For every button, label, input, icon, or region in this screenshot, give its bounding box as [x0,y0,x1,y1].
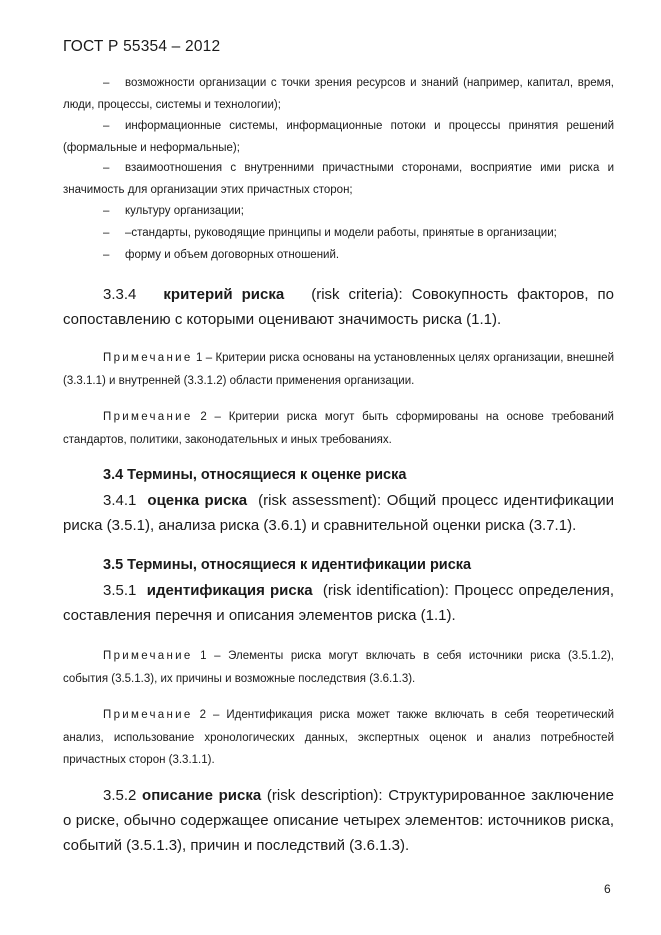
list-item [63,73,614,116]
definition-term: критерий риска [163,286,285,303]
note-label: Примечание [103,709,193,721]
note-3-5-1-2 [63,704,614,772]
note-3-5-1-1 [63,645,614,690]
note-number: 1 [195,352,203,364]
list-dash: – [103,77,110,89]
definition-term: описание риска [142,787,262,804]
definition-text: Структурированное заключение о риске, обычно содержащее описание четырех элементов: источников риска, событий (3.5.1.3), причин и последствий (3.6.1.3). [63,787,615,854]
list-dash: – [103,120,110,132]
definition-3-4-1 [63,488,614,538]
section-heading-3-5: 3.5 Термины, относящиеся к идентификации риска [103,557,472,573]
list-item-text: форму и объем договорных отношений. [125,249,340,261]
list-item-text: –стандарты, руководящие принципы и модели работы, принятые в организации; [125,227,557,239]
definition-english: (risk identification): [322,582,449,599]
list-dash: – [103,205,110,217]
note-number: 2 [199,709,206,721]
note-label: Примечание [103,650,193,662]
list-item-text: взаимоотношения с внутренними причастными сторонами, восприятие ими риска и значимость для организации этих причастных сторон; [63,162,614,196]
list-item [63,245,614,267]
definition-english: (risk criteria): [311,286,403,303]
definition-term: идентификация риска [146,582,313,599]
list-dash: – [103,227,110,239]
list-dash: – [103,162,110,174]
note-number: 2 [200,411,207,423]
note-text: – Элементы риска могут включать в себя источники риска (3.5.1.2), события (3.5.1.3), их причины и возможные последствия (3.6.1.3). [63,650,614,685]
note-number: 1 [200,650,207,662]
note-text: – Идентификация риска может также включать в себя теоретический анализ, использование хронологических данных, экспертных оценок и анализ потребностей причастных сторон (3.3.1.1). [63,709,615,766]
definition-text: Процесс определения, составления перечня и описания элементов риска (1.1). [63,582,615,624]
list-dash: – [103,249,110,261]
note-text: – Критерии риска основаны на установленных целях организации, внешней (3.3.1.1) и внутренней (3.3.1.2) области применения организации. [63,352,614,387]
list-item [63,223,614,245]
list-item-text: культуру организации; [125,205,244,217]
note-3-3-4-1 [63,347,614,392]
page-number: 6 [604,882,611,896]
note-3-3-4-2 [63,406,614,451]
section-heading-3-4: 3.4 Термины, относящиеся к оценке риска [103,467,407,483]
document-header: ГОСТ Р 55354 – 2012 [63,38,221,55]
definition-number: 3.5.1 [103,582,137,599]
definition-number: 3.4.1 [103,492,137,509]
definition-english: (risk assessment): [258,492,382,509]
list-item [63,158,614,201]
definition-3-5-2 [63,783,614,858]
definition-text: Совокупность факторов, по сопоставлению с которыми оценивают значимость риска (1.1). [63,286,614,328]
list-item [63,201,614,223]
note-label: Примечание [103,411,193,423]
definition-3-3-4 [63,282,614,332]
list-item-text: информационные системы, информационные потоки и процессы принятия решений (формальные и неформальные); [63,120,614,154]
definition-text: Общий процесс идентификации риска (3.5.1), анализа риска (3.6.1) и сравнительной оценки риска (3.7.1). [63,492,614,534]
list-item-text: возможности организации с точки зрения ресурсов и знаний (например, капитал, время, люди, процессы, системы и технологии); [63,77,614,111]
definition-english: (risk description): [266,787,383,804]
definition-number: 3.5.2 [103,787,137,804]
definition-3-5-1 [63,578,614,628]
note-label: Примечание [103,352,193,364]
note-text: – Критерии риска могут быть сформированы на основе требований стандартов, политики, законодательных и иных требованиях. [63,411,614,446]
definition-number: 3.3.4 [103,286,137,303]
list-item [63,116,614,159]
definition-term: оценка риска [147,492,248,509]
